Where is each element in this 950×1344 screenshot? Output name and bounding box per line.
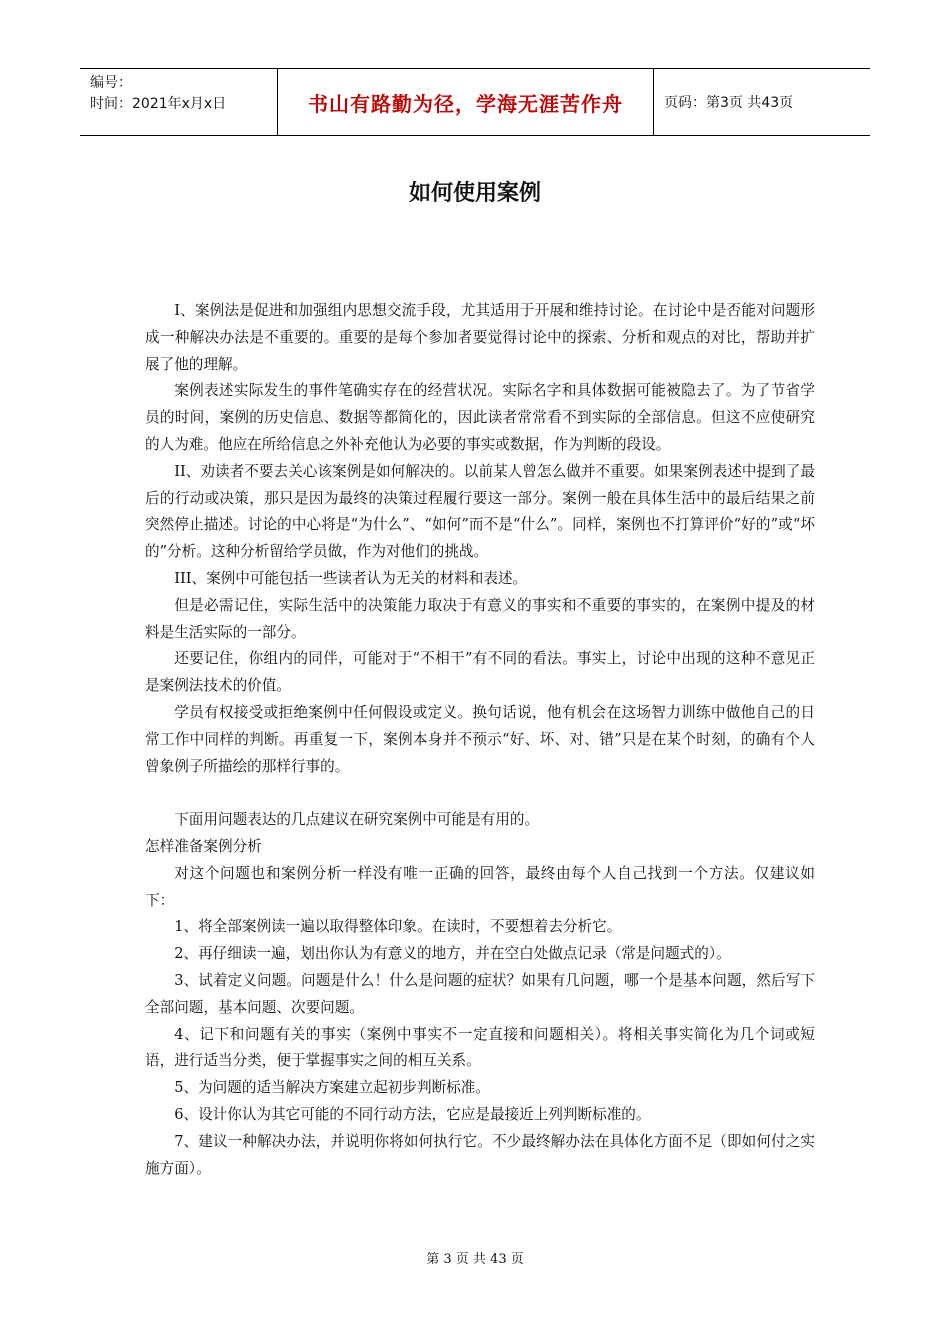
list-item: 2、再仔细读一遍，划出你认为有意义的地方，并在空白处做点记录（常是问题式的）。 [174,945,731,963]
list-item: 4、记下和问题有关的事实（案例中事实不一定直接和问题相关）。将相关事实简化为几个词或短语，进行适当分类，便于掌握事实之间的相互关系。 [145,1025,815,1070]
header-page-number: 页码：第3页 共43页 [664,95,794,111]
paragraph: 学员有权接受或拒绝案例中任何假设或定义。换句话说，他有机会在这场智力训练中做他自己的日常工作中同样的判断。再重复一下，案例本身并不预示“好、坏、对、错”只是在某个时刻，的确有个人曾象例子所描绘的那样行事的。 [145,703,815,775]
page-footer: 第 3 页 共 43 页 [426,1252,524,1267]
header-motto: 书山有路勤为径，学海无涯苦作舟 [278,69,654,135]
document-body [145,298,815,1182]
list-item: 5、为问题的适当解决方案建立起初步判断标准。 [174,1079,490,1097]
list-item: 1、将全部案例读一遍以取得整体印象。在读时，不要想着去分析它。 [174,918,622,936]
list-item: 3、试着定义问题。问题是什么！什么是问题的症状？如果有几问题，哪一个是基本问题，然后写下全部问题，基本问题、次要问题。 [145,971,815,1016]
document-number-label: 编号： [90,75,132,91]
paragraph: III、案例中可能包括一些读者认为无关的材料和表述。 [174,569,528,587]
paragraph: 还要记住，你组内的同伴，可能对于“不相干”有不同的看法。事实上，讨论中出现的这种不意见正是案例法技术的价值。 [145,650,815,695]
document-date-label: 时间：2021年x月x日 [90,96,227,112]
paragraph: I、案例法是促进和加强组内思想交流手段，尤其适用于开展和维持讨论。在讨论中是否能对问题形成一种解决办法是不重要的。重要的是每个参加者要觉得讨论中的探索、分析和观点的对比，帮助并扩展了他的理解。 [145,302,815,373]
paragraph: 但是必需记住，实际生活中的决策能力取决于有意义的事实和不重要的事实的，在案例中提及的材料是生活实际的一部分。 [145,596,815,641]
paragraph: 对这个问题也和案例分析一样没有唯一正确的回答，最终由每个人自己找到一个方法。仅建议如下： [145,864,815,909]
page-header [80,68,870,136]
paragraph: 下面用问题表达的几点建议在研究案例中可能是有用的。 [174,811,540,829]
header-meta [80,69,278,135]
paragraph: II、劝读者不要去关心该案例是如何解决的。以前某人曾怎么做并不重要。如果案例表述中提到了最后的行动或决策，那只是因为最终的决策过程履行要这一部分。案例一般在具体生活中的最后结果之前突然停止描述。讨论的中心将是“为什么”、“如何”而不是“什么”。同样，案例也不打算评价“好的”或“坏的”分析。这种分析留给学员做，作为对他们的挑战。 [145,462,815,561]
list-item: 6、设计你认为其它可能的不同行动方法，它应是最接近上列判断标准的。 [174,1105,651,1123]
paragraph-gap [145,780,815,807]
list-item: 7、建议一种解决办法，并说明你将如何执行它。不少最终解办法在具体化方面不足（即如何付之实施方面）。 [145,1132,815,1177]
section-heading: 怎样准备案例分析 [145,837,262,855]
paragraph: 案例表述实际发生的事件笔确实存在的经营状况。实际名字和具体数据可能被隐去了。为了节省学员的时间，案例的历史信息、数据等都简化的，因此读者常常看不到实际的全部信息。但这不应使研究的人为难。他应在所给信息之外补充他认为必要的事实或数据，作为判断的段设。 [145,382,815,453]
page-title: 如何使用案例 [408,181,541,206]
